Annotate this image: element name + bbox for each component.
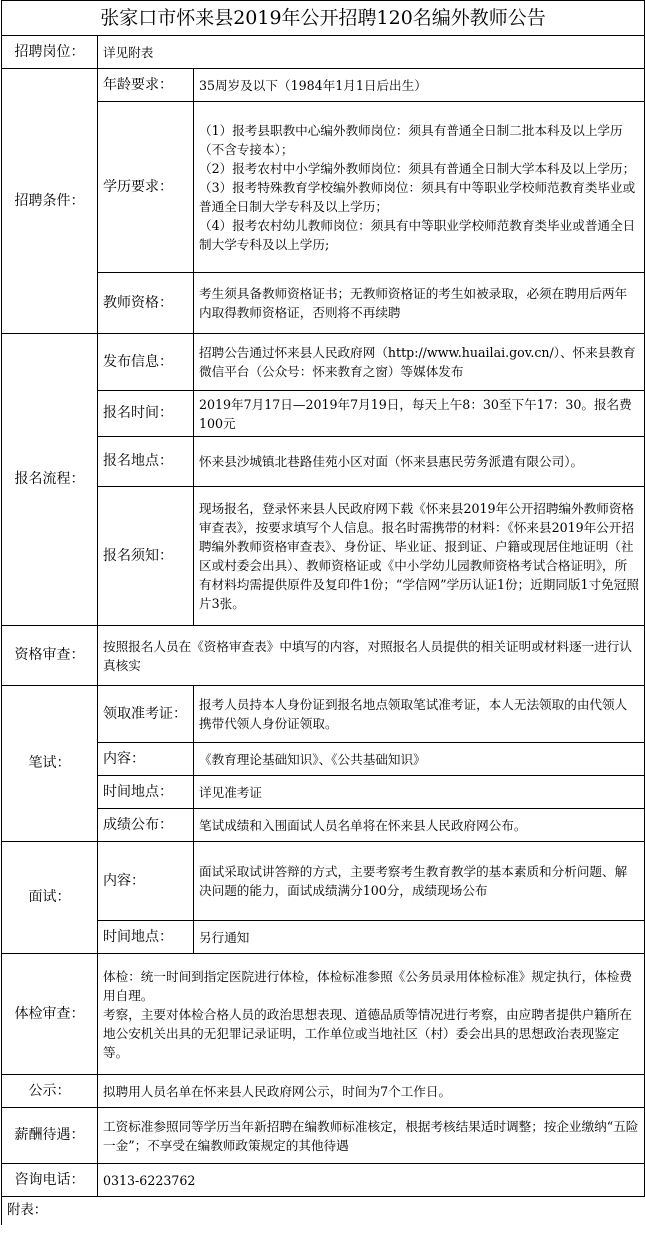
review-value: 按照报名人员在《资格审查表》中填写的内容，对照报名人员提供的相关证明或材料逐一进行认真核实 [98, 626, 645, 686]
reg-notice-label: 报名须知： [98, 487, 194, 626]
qualification-value: 考生须具备教师资格证书；无教师资格证的考生如被录取，必须在聘用后两年内取得教师资格证，否则将不再续聘 [194, 273, 645, 334]
age-value: 35周岁及以下（1984年1月1日后出生） [194, 69, 645, 102]
interview-timeplace-value: 另行通知 [194, 921, 645, 954]
interview-content-value: 面试采取试讲答辩的方式，主要考察考生教育教学的基本素质和分析问题、解决问题的能力，面试成绩满分100分，成绩现场公布 [194, 842, 645, 921]
written-timeplace-label: 时间地点： [98, 776, 194, 809]
post-value: 详见附表 [98, 36, 645, 69]
written-content-label: 内容： [98, 743, 194, 776]
written-content-value: 《教育理论基础知识》、《公共基础知识》 [194, 743, 645, 776]
publish-label: 发布信息： [98, 334, 194, 391]
interview-timeplace-label: 时间地点： [98, 921, 194, 954]
written-timeplace-value: 详见准考证 [194, 776, 645, 809]
page-title: 张家口市怀来县2019年公开招聘120名编外教师公告 [2, 1, 645, 36]
results-label: 成绩公布： [98, 809, 194, 842]
qualification-label: 教师资格： [98, 273, 194, 334]
interview-label: 面试： [2, 842, 98, 954]
ticket-label: 领取准考证： [98, 686, 194, 743]
reg-time-label: 报名时间： [98, 391, 194, 437]
conditions-label: 招聘条件： [2, 69, 98, 334]
written-label: 笔试： [2, 686, 98, 842]
ticket-value: 报考人员持本人身份证到报名地点领取笔试准考证，本人无法领取的由代领人携带代领人身份证领取。 [194, 686, 645, 743]
reg-time-value: 2019年7月17日—2019年7月19日，每天上午8：30至下午17：30。报名费100元 [194, 391, 645, 437]
education-label: 学历要求： [98, 102, 194, 273]
post-label: 招聘岗位： [2, 36, 98, 69]
interview-content-label: 内容： [98, 842, 194, 921]
salary-label: 薪酬待遇： [2, 1108, 98, 1164]
education-value: （1）报考县职教中心编外教师岗位：须具有普通全日制二批本科及以上学历（不含专接本）； （2）报考农村中小学编外教师岗位：须具有普通全日制大学本科及以上学历； （3）报考特殊教育学校编外教师岗位：须具有中等职业学校师范教育类毕业或普通全日制大学专科及以上学历； （4）报考农村幼儿教师岗位：须具有中等职业学校师范教育类毕业或普通全日制大学专科及以上学历; [194, 102, 645, 273]
results-value: 笔试成绩和入围面试人员名单将在怀来县人民政府网公布。 [194, 809, 645, 842]
physical-value: 体检：统一时间到指定医院进行体检，体检标准参照《公务员录用体检标准》规定执行，体检费用自理。 考察，主要对体检合格人员的政治思想表现、道德品质等情况进行考察，由应聘者提供户籍所在地公安机关出具的无犯罪记录证明，工作单位或当地社区（村）委会出具的思想政治表现鉴定等。 [98, 954, 645, 1075]
contact-label: 咨询电话： [2, 1164, 98, 1197]
publicity-label: 公示： [2, 1075, 98, 1108]
review-label: 资格审查： [2, 626, 98, 686]
salary-value: 工资标准参照同等学历当年新招聘在编教师标准核定，根据考核结果适时调整；按企业缴纳“五险一金”；不享受在编教师政策规定的其他待遇 [98, 1108, 645, 1164]
publicity-value: 拟聘用人员名单在怀来县人民政府网公示，时间为7个工作日。 [98, 1075, 645, 1108]
announcement-table [1, 0, 645, 1225]
publish-value: 招聘公告通过怀来县人民政府网（http://www.huailai.gov.cn/）、怀来县教育微信平台（公众号：怀来教育之窗）等媒体发布 [194, 334, 645, 391]
reg-place-label: 报名地点： [98, 437, 194, 487]
registration-label: 报名流程： [2, 334, 98, 626]
age-label: 年龄要求： [98, 69, 194, 102]
physical-label: 体检审查： [2, 954, 98, 1075]
reg-place-value: 怀来县沙城镇北巷路佳苑小区对面（怀来县惠民劳务派遣有限公司）。 [194, 437, 645, 487]
appendix-label: 附表： [2, 1197, 645, 1225]
reg-notice-value: 现场报名，登录怀来县人民政府网下载《怀来县2019年公开招聘编外教师资格审查表》，按要求填写个人信息。报名时需携带的材料：《怀来县2019年公开招聘编外教师资格审查表》、身份证、毕业证、报到证、户籍或现居住地证明（社区或村委会出具）、教师资格证或《中小学幼儿园教师资格考试合格证明》，所有材料均需提供原件及复印件1份；“学信网”学历认证1份；近期同版1寸免冠照片3张。 [194, 487, 645, 626]
contact-value: 0313-6223762 [98, 1164, 645, 1197]
